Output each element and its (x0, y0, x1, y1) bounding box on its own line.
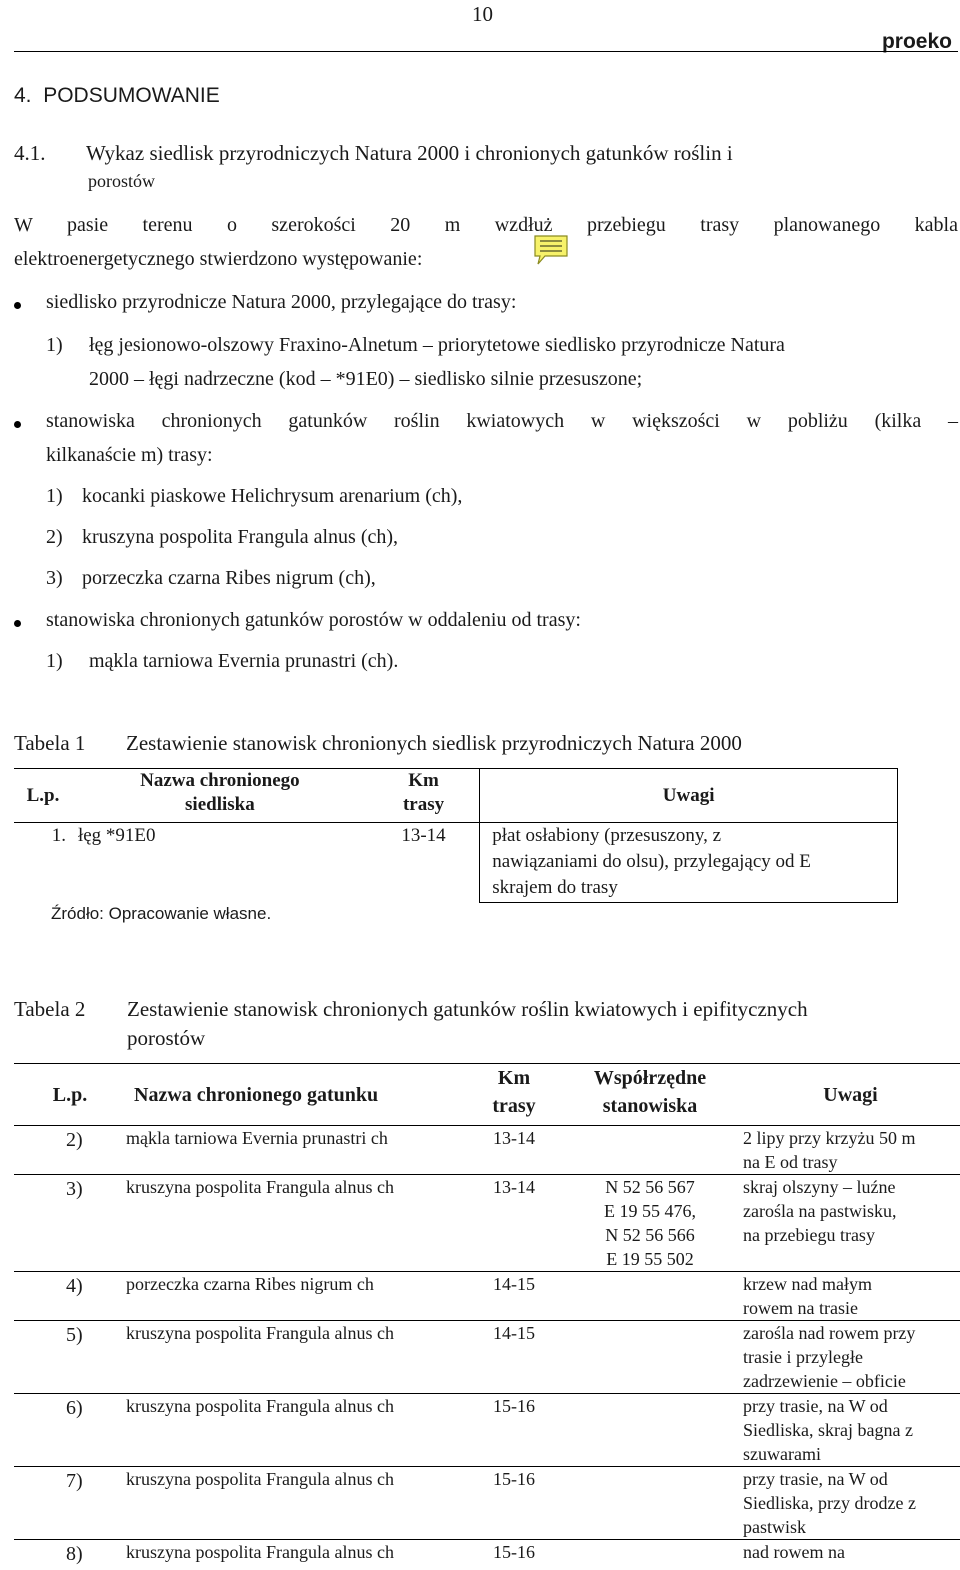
notes-line: zarośla na pastwisku, (743, 1201, 897, 1221)
list-item-number: 1) (46, 650, 63, 672)
header-name-l1: Nazwa chronionego (140, 770, 300, 791)
bullet-dot (14, 302, 21, 309)
cell-km: 14-15 (469, 1321, 559, 1394)
page-number: 10 (472, 2, 493, 26)
table-row (14, 1394, 960, 1467)
list-item-number: 2) (46, 526, 63, 548)
header-km (469, 1064, 559, 1126)
cell-lp: 5) (14, 1321, 126, 1394)
cell-name: kruszyna pospolita Frangula alnus ch (126, 1394, 469, 1467)
cell-notes (741, 1321, 960, 1394)
cell-km: 13-14 (401, 825, 446, 846)
item-number: 1) (46, 334, 63, 356)
list-item-text-line1: łęg jesionowo-olszowy Fraxino-Alnetum – priorytetowe siedlisko przyrodnicze Natura (89, 334, 785, 356)
table2-caption-line1: Zestawienie stanowisk chronionych gatunków roślin kwiatowych i epifitycznych (127, 997, 808, 1021)
notes-line: przy trasie, na W od (743, 1396, 888, 1416)
notes-line: pastwisk (743, 1517, 806, 1537)
notes-line: nad rowem na (743, 1542, 845, 1562)
notes-line: przy trasie, na W od (743, 1469, 888, 1489)
notes-line: zadrzewienie – obficie (743, 1371, 906, 1391)
intro-line2: elektroenergetycznego stwierdzono występowanie: (14, 248, 423, 270)
header-name (72, 769, 368, 823)
table1-caption: Zestawienie stanowisk chronionych siedlisk przyrodniczych Natura 2000 (126, 731, 742, 755)
cell-km: 15-16 (469, 1540, 559, 1570)
cell-name: kruszyna pospolita Frangula alnus ch (126, 1467, 469, 1540)
header-coords-l1: Współrzędne (593, 1067, 707, 1089)
coord-line: N 52 56 567 (605, 1177, 695, 1197)
bullet-dot (14, 620, 21, 627)
table2-caption-line2: porostów (127, 1026, 206, 1050)
header-notes: Uwagi (823, 1083, 878, 1106)
list-item-text-line2: 2000 – łęgi nadrzeczne (kod – *91E0) – siedlisko silnie przesuszone; (89, 368, 643, 390)
cell-km: 15-16 (469, 1394, 559, 1467)
notes-line: rowem na trasie (743, 1298, 858, 1318)
subsection-number: 4.1. (14, 141, 46, 165)
table-row (14, 1126, 960, 1175)
cell-notes (480, 823, 898, 903)
cell-lp: 7) (14, 1467, 126, 1540)
notes-line: zarośla nad rowem przy (743, 1323, 916, 1343)
list-item-number: 3) (46, 567, 63, 589)
notes-line: trasie i przyległe (743, 1347, 863, 1367)
cell-coords (559, 1175, 741, 1272)
table1 (14, 768, 898, 903)
table-header-row (14, 769, 898, 823)
notes-line: płat osłabiony (przesuszony, z (492, 825, 722, 846)
notes-line: Siedliska, przy drodze z (743, 1493, 916, 1513)
section-heading (14, 84, 220, 108)
cell-lp: 6) (14, 1394, 126, 1467)
cell-km: 15-16 (469, 1467, 559, 1540)
table-row (14, 1175, 960, 1272)
cell-name: mąkla tarniowa Evernia prunastri ch (126, 1126, 469, 1175)
header-km-l2: trasy (402, 794, 445, 815)
notes-line: szuwarami (743, 1444, 821, 1464)
notes-line: na E od trasy (743, 1152, 838, 1172)
table-row (14, 1467, 960, 1540)
notes-line: skrajem do trasy (492, 877, 618, 898)
table2 (14, 1063, 960, 1570)
cell-name: łęg *91E0 (77, 825, 156, 846)
bullet-dot (14, 421, 21, 428)
cell-coords (559, 1467, 741, 1540)
header-lp: L.p. (52, 1083, 88, 1106)
cell-lp: 3) (14, 1175, 126, 1272)
bullet-text: stanowiska chronionych gatunków porostów w oddaleniu od trasy: (46, 609, 581, 631)
notes-line: skraj olszyny – luźne (743, 1177, 896, 1197)
table-row (14, 1540, 960, 1570)
cell-notes (741, 1175, 960, 1272)
comment-note-icon[interactable] (533, 234, 569, 266)
table-row (14, 1321, 960, 1394)
cell-lp: 8) (14, 1540, 126, 1570)
cell-name: kruszyna pospolita Frangula alnus ch (126, 1321, 469, 1394)
list-item-text: mąkla tarniowa Evernia prunastri (ch). (89, 650, 399, 672)
subsection-heading (14, 139, 914, 195)
list-item-number: 1) (46, 485, 63, 507)
header-km-l1: Km (497, 1067, 531, 1089)
notes-line: krzew nad małym (743, 1274, 872, 1294)
header-rule (14, 51, 958, 52)
cell-coords (559, 1394, 741, 1467)
cell-notes (741, 1126, 960, 1175)
cell-notes (741, 1272, 960, 1321)
header-coords (559, 1064, 741, 1126)
header-km (368, 769, 480, 823)
coord-line: E 19 55 502 (606, 1249, 694, 1269)
cell-km: 14-15 (469, 1272, 559, 1321)
bullet-text: siedlisko przyrodnicze Natura 2000, przylegające do trasy: (46, 291, 517, 313)
bullet-text-line2: kilkanaście m) trasy: (46, 444, 213, 466)
notes-line: na przebiegu trasy (743, 1225, 875, 1245)
cell-name: kruszyna pospolita Frangula alnus ch (126, 1175, 469, 1272)
section-number: 4. (14, 84, 32, 107)
table-row (14, 1272, 960, 1321)
table1-label: Tabela 1 (14, 731, 86, 755)
header-km-l2: trasy (492, 1095, 536, 1117)
table-header-row (14, 1064, 960, 1126)
cell-lp: 2) (14, 1126, 126, 1175)
cell-km: 13-14 (469, 1175, 559, 1272)
notes-line: 2 lipy przy krzyżu 50 m (743, 1128, 916, 1148)
notes-line: nawiązaniami do olsu), przylegający od E (492, 851, 811, 872)
cell-lp: 4) (14, 1272, 126, 1321)
list-item-text: porzeczka czarna Ribes nigrum (ch), (82, 567, 376, 589)
notes-line: Siedliska, skraj bagna z (743, 1420, 913, 1440)
bullet-text-line1: stanowiska chronionych gatunków roślin kwiatowych w większości w pobliżu (kilka – (46, 410, 958, 432)
subsection-title-line2: porostów (88, 171, 155, 191)
header-coords-l2: stanowiska (602, 1095, 698, 1117)
cell-km: 13-14 (469, 1126, 559, 1175)
list-item (46, 334, 63, 357)
list-item-text: kocanki piaskowe Helichrysum arenarium (ch), (82, 485, 463, 507)
cell-coords (559, 1272, 741, 1321)
section-title: PODSUMOWANIE (43, 84, 220, 107)
coord-line: E 19 55 476, (604, 1201, 696, 1221)
cell-lp: 1. (51, 825, 66, 846)
table-row (14, 823, 898, 903)
table1-source: Źródło: Opracowanie własne. (51, 904, 272, 923)
cell-notes (741, 1394, 960, 1467)
intro-line1: W pasie terenu o szerokości 20 m wzdłuż przebiegu trasy planowanego kabla (14, 214, 958, 236)
header-notes: Uwagi (480, 769, 898, 823)
subsection-title-line1: Wykaz siedlisk przyrodniczych Natura 2000 i chronionych gatunków roślin i (86, 141, 733, 165)
cell-coords (559, 1321, 741, 1394)
cell-name: porzeczka czarna Ribes nigrum ch (126, 1272, 469, 1321)
list-item-text: kruszyna pospolita Frangula alnus (ch), (82, 526, 399, 548)
header-km-l1: Km (408, 770, 439, 791)
cell-coords (559, 1540, 741, 1570)
cell-name: kruszyna pospolita Frangula alnus ch (126, 1540, 469, 1570)
coord-line: N 52 56 566 (605, 1225, 695, 1245)
header-name: Nazwa chronionego gatunku (134, 1083, 379, 1106)
intro-paragraph (14, 208, 958, 276)
header-name-l2: siedliska (185, 794, 255, 815)
brand-logo-text: proeko (881, 30, 952, 53)
cell-coords (559, 1126, 741, 1175)
cell-notes (741, 1540, 960, 1570)
cell-notes (741, 1467, 960, 1540)
header-lp: L.p. (14, 769, 72, 823)
table2-label: Tabela 2 (14, 997, 86, 1021)
